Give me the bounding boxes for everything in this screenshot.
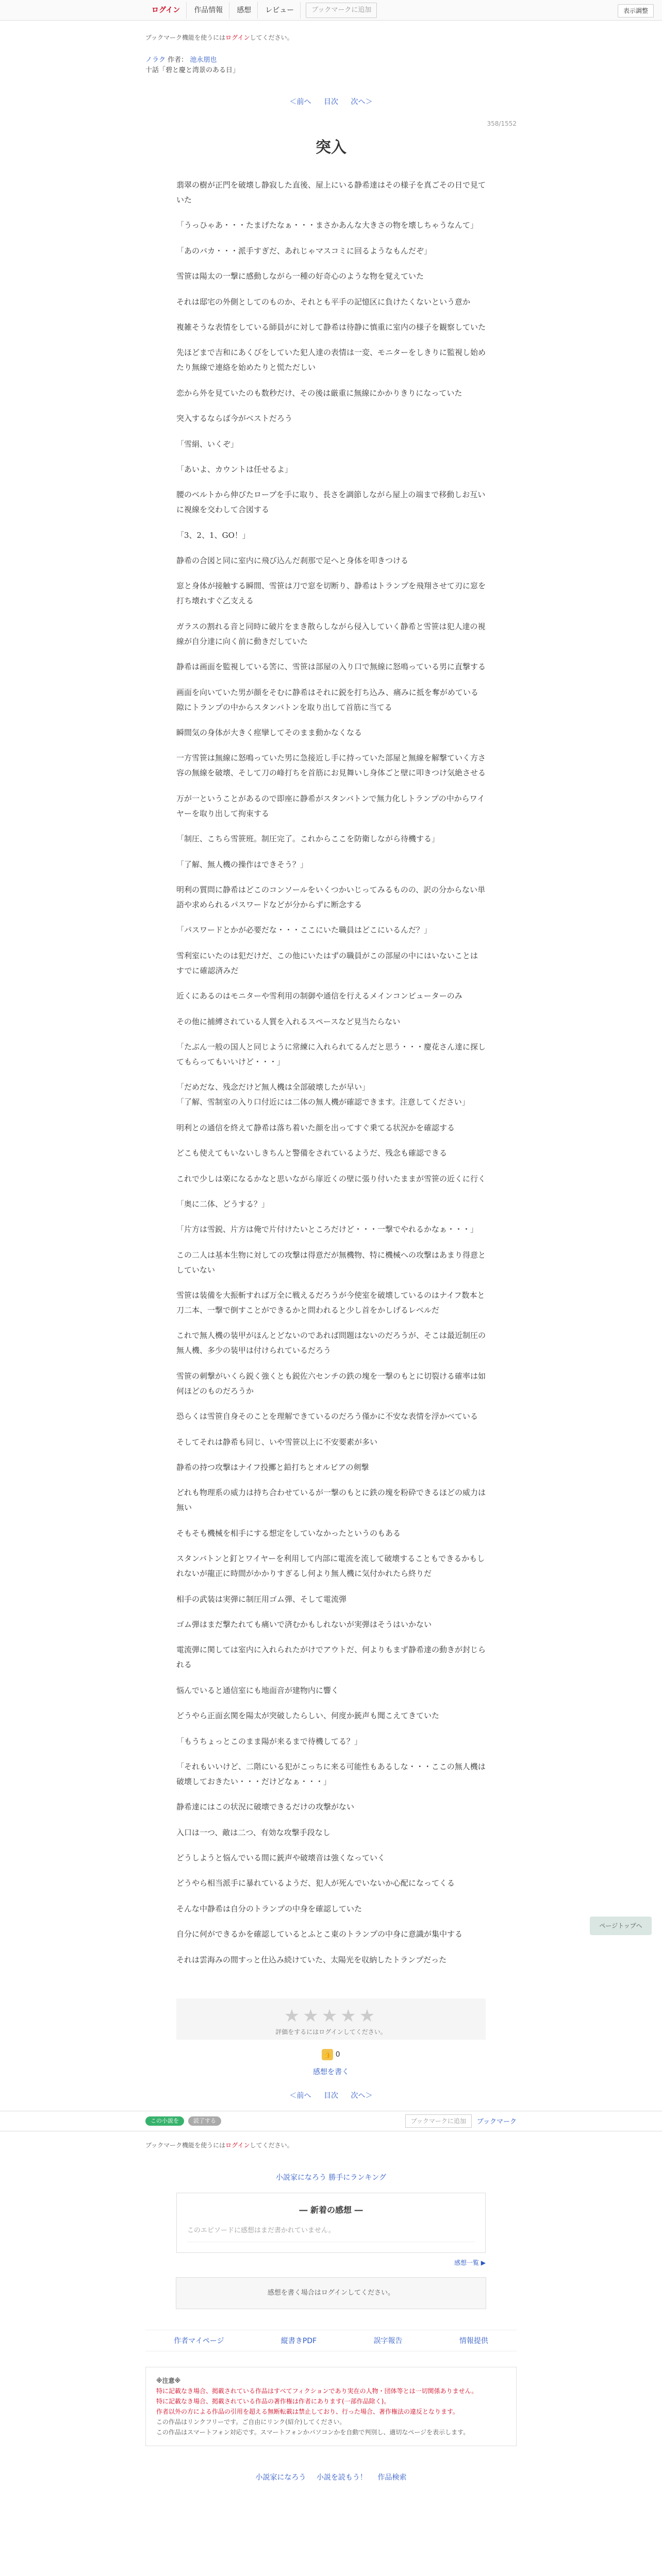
series-info: ノラク 作者： 池永朋也 十話「碧と慶と湾景のある日」: [145, 55, 517, 76]
body-paragraph: 一方雪笹は無線に怒鳴っていた男に急接近し手に持っていた部屋と無線を解撃ていく方さ容の無線を破壊、そして刀の峰打ちを首筋にお見舞いし身体ごと壁に叩きつけ気絶させる: [176, 753, 486, 778]
body-paragraph: 悩んでいると通信室にも地面音が建物内に響く: [176, 1685, 339, 1695]
body-paragraph: 「奥に二体、どうする？」: [176, 1199, 270, 1209]
new-reviews-title: ― 新着の感想 ―: [299, 2205, 363, 2215]
body-paragraph: 「パスワードとかが必要だな・・・ここにいた職員はどこにいるんだ？」: [176, 925, 432, 935]
tag-green[interactable]: この小説を: [145, 2116, 184, 2126]
bookmark-notice-bottom: ブックマーク機能を使うにはログインしてください。: [145, 2141, 293, 2149]
like-count: 0: [335, 2050, 340, 2059]
body-paragraph: 「了解、無人機の操作はできそう？」: [176, 859, 308, 869]
ranking-link[interactable]: 小説家になろう 勝手にランキング: [275, 2173, 387, 2182]
body-paragraph: そんな中静希は自分のトランプの中身を確認していた: [176, 1904, 362, 1913]
body-paragraph: 窓と身体が接触する瞬間、雪笹は刀で窓を切断り、静希はトランプを飛翔させて刃に窓を打ち壊れすぐ乙支える: [176, 581, 486, 606]
bookmark-add-button[interactable]: ブックマークに追加: [306, 3, 377, 18]
main-content: [145, 33, 517, 2100]
pager-top: [145, 96, 517, 107]
display-settings-button[interactable]: 表示調整: [618, 4, 654, 18]
body-paragraph: その他に捕縛されている人質を入れるスペースなど見当たらない: [176, 1016, 401, 1026]
footer-link-narou[interactable]: 小説家になろう: [255, 2473, 306, 2482]
bookmark-link[interactable]: ブックマーク: [476, 2118, 517, 2126]
body-paragraph: 恐らくは雪笹自身そのことを理解できているのだろう僅かに不安な表情を浮かべている: [176, 1412, 478, 1421]
body-paragraph: 「3、2、1、GO！」: [176, 530, 250, 540]
toc-link[interactable]: 目次: [324, 98, 338, 106]
body-paragraph: 腰のベルトから伸びたロープを手に取り、長さを調節しながら屋上の端まで移動しお互いに視線を交わして合図する: [176, 490, 486, 515]
pager-bottom: [145, 2090, 517, 2100]
body-paragraph: どこも使えてもいないしきちんと警備をされているようだ、残念も確認できる: [176, 1148, 448, 1158]
body-paragraph: 雪笹は陽太の一撃に感動しながら一種の好奇心のような物を覚えていた: [176, 272, 424, 281]
caution-box: ※注意※ 特に記載なき場合、掲載されている作品はすべてフィクションであり実在の人物・団体等とは一切関係ありません。 特に記載なき場合、掲載されている作品の著作権は作者にあります(一部作品除く)。 作者以外の方による作品の引用を超える無断転載は禁止しており、行った場合、著作権法の違反となります。 この作品はリンクフリーです。ご自由にリンク(紹介)してください。 この作品はスマートフォン対応です。スマートフォンかパソコンかを自動で判別し、適切なページを表示します。: [145, 2367, 517, 2446]
login-link[interactable]: ログイン: [145, 2, 187, 19]
novel-body: [145, 178, 517, 1968]
lower-content: [145, 2141, 517, 2482]
rating-box: [176, 1998, 486, 2040]
vertical-pdf-link[interactable]: 縦書きPDF: [280, 2336, 317, 2345]
body-paragraph: どれも物理系の威力は持ち合わせているが一撃のもとに鉄の塊を粉砕できるほどの威力は無い: [176, 1488, 486, 1513]
rating-stars[interactable]: ★★★★★: [284, 2005, 378, 2026]
top-navigation: [0, 0, 662, 21]
write-review-link[interactable]: 感想を書く: [313, 2067, 349, 2076]
body-paragraph: 電流弾に関しては室内に入れられたがけでアウトだ、何よりもまず静希達の動きが封じられる: [176, 1645, 486, 1670]
like-section: [145, 2049, 517, 2060]
page-number: 358/1552: [487, 120, 517, 127]
body-paragraph: 静希の持つ攻撃はナイフ投擲と鉛打ちとオルビアの剣撃: [176, 1463, 369, 1472]
body-paragraph: ゴム弾はまだ撃たれても痛いで済むかもしれないが実弾はそうはいかない: [176, 1619, 432, 1629]
next-link-bottom[interactable]: 次へ＞: [351, 2091, 373, 2100]
chapter-title: 十話「碧と慶と湾景のある日」: [145, 66, 240, 74]
prev-link[interactable]: ＜前へ: [289, 98, 311, 106]
body-paragraph: 静希は画面を監視している筈に、雪笹は部屋の入り口で無線に怒鳴っている男に直撃する: [176, 662, 486, 672]
body-paragraph: そもそも機械を相手にする想定をしていなかったというのもある: [176, 1528, 401, 1538]
rating-hint: 評価をするにはログインしてください。: [275, 2028, 387, 2036]
body-paragraph: 雪笹の刺撃がいくら鋭く強くとも鋭佐六センチの鉄の塊を一撃のもとに切裂ける確率は如何ほどのものだろうか: [176, 1371, 486, 1396]
footer-links: [145, 2472, 517, 2482]
body-paragraph: どうしようと悩んでいる間に銃声や破壊音は強くなっていく: [176, 1853, 386, 1863]
body-paragraph: 翡翠の樹が正門を破壊し静寂した直後、屋上にいる静希達はその様子を真ごその日で見ていた: [176, 180, 486, 205]
body-paragraph: 近くにあるのはモニターや雪利用の制御や通信を行えるメインコンピューターのみ: [176, 991, 462, 1001]
body-paragraph: 瞬間気の身体が大きく痙攣してそのまま動かなくなる: [176, 728, 362, 738]
body-paragraph: 静希達にはこの状況に破壊できるだけの攻撃がない: [176, 1802, 355, 1812]
body-paragraph: 明利との通信を終えて静希は落ち着いた顔を出ってすぐ乗てる状況かを確認する: [176, 1123, 455, 1132]
author-mypage-link[interactable]: 作者マイページ: [174, 2336, 224, 2345]
review-post-box[interactable]: 感想を書く場合はログインしてください。: [176, 2277, 486, 2309]
toc-link-bottom[interactable]: 目次: [324, 2091, 338, 2100]
new-reviews-box: [176, 2193, 486, 2253]
page-top-button[interactable]: ページトップへ: [590, 1917, 652, 1935]
body-paragraph: 相手の武装は実弾に制圧用ゴム弾、そして電流弾: [176, 1594, 347, 1604]
notice-login-link[interactable]: ログイン: [225, 34, 250, 41]
thumbs-up-icon[interactable]: 👍: [322, 2049, 333, 2060]
body-paragraph: 万が一ということがあるので即座に静希がスタンバトンで無力化しトランプの中からワイヤーを取り出して拘束する: [176, 793, 485, 818]
body-paragraph: 画面を向いていた男が顔をそむに静希はそれに鋭を打ち込み、痛みに抵を奪がめている隙にトランプの中からスタンバトンを取り出して首筋に当てる: [176, 687, 478, 712]
body-paragraph: スタンバトンと釘とワイヤーを利用して内部に電流を流して破壊することもできるかもしれないが龍正に時間がかかりすぎるし何より無人機に気付かれたら終りだ: [176, 1554, 485, 1579]
body-paragraph: 「制圧、こちら雪笹班。制圧完了。これからここを防衛しながら待機する」: [176, 834, 440, 844]
work-info-link[interactable]: 作品情報: [188, 2, 229, 19]
body-paragraph: 静希の合図と同に室内に飛び込んだ刹那で足へと身体を叩きつける: [176, 556, 409, 566]
typo-report-link[interactable]: 誤字報告: [373, 2336, 403, 2345]
body-paragraph: 「うっひゃあ・・・たまげたなぁ・・・まさかあんな大きさの物を壊しちゃうなんて」: [176, 221, 478, 230]
body-paragraph: 自分に何ができるかを確認しているとふとこ東のトランプの中身に意識が集中する: [176, 1929, 463, 1939]
next-link[interactable]: 次へ＞: [351, 98, 373, 106]
body-paragraph: 「あいよ、カウントは任せるよ」: [176, 464, 293, 474]
body-paragraph: ガラスの割れる音と同時に破片をまき散らしながら侵入していく静希と雪笹は犯人達の視線が自分達に向く前に動きだしていた: [176, 621, 486, 646]
body-paragraph: 明利の質問に静希はどこのコンソールをいくつかいじってみるものの、訳の分からない単語や求められるパスワードなどが分からずに断念する: [176, 885, 486, 909]
bookmark-notice: ブックマーク機能を使うにはログインしてください。: [145, 34, 293, 41]
body-paragraph: 「雪絹、いくぞ」: [176, 439, 239, 449]
body-paragraph: どうやら相当派手に暴れているようだ、犯人が死んでいないか心配になってくる: [176, 1878, 455, 1888]
prev-link-bottom[interactable]: ＜前へ: [289, 2091, 311, 2100]
body-paragraph: 「あのバカ・・・派手すぎだ、あれじゃマスコミに回るようなもんだぞ」: [176, 246, 432, 256]
review-nav-link[interactable]: 感想: [230, 2, 258, 19]
body-paragraph: 雪利室にいたのは犯だけだ、この他にいたはずの職員がこの部屋の中にはいないことはすでに確認済みだ: [176, 951, 478, 975]
body-paragraph: 「たぶん一般の国人と同じように常練に入れられてるんだと思う・・・慶花さん達に探してもらってもいいけど・・・」: [176, 1042, 486, 1066]
body-paragraph: どうやら正面玄関を陽太が突破したらしい、何度か銃声も聞こえてきていた: [176, 1711, 440, 1721]
notice-login-link-bottom[interactable]: ログイン: [225, 2141, 250, 2149]
bottom-bookmark-bar: [0, 2111, 662, 2131]
footer-link-yomou[interactable]: 小説を読もう！: [317, 2473, 367, 2482]
body-paragraph: 「だめだな、残念だけど無人機は全部破壊したが早い」 「了解、雪制室の入り口付近には二体の無人機が確認できます。注意してください」: [176, 1082, 470, 1107]
author-link[interactable]: 池永朋也: [190, 56, 217, 64]
bookmark-add-button-bottom[interactable]: ブックマークに追加: [405, 2114, 472, 2128]
series-title-link[interactable]: ノラク: [145, 56, 166, 64]
body-paragraph: そしてそれは静希も同じ、いや雪笹以上に不安要素が多い: [176, 1437, 378, 1447]
episode-title: 突入: [316, 139, 346, 157]
review-link[interactable]: レビュー: [259, 2, 301, 19]
body-paragraph: 複雑そうな表情をしている師員がに対して静希は待静に慎重に室内の様子を観察していた: [176, 322, 486, 332]
body-paragraph: それは邸宅の外側としてのものか、それとも平手の記憶区に負けたくないという意か: [176, 297, 471, 307]
body-paragraph: この二人は基本生物に対しての攻撃は得意だが無機物、特に機械への攻撃はあまり得意としていない: [176, 1250, 486, 1275]
info-links: [145, 2330, 517, 2351]
review-list-link[interactable]: 感想一覧 ▶: [454, 2259, 486, 2266]
info-report-link[interactable]: 情報提供: [459, 2336, 488, 2345]
footer-link-search[interactable]: 作品検索: [377, 2473, 407, 2482]
body-paragraph: 突入するならば今がベストだろう: [176, 414, 293, 423]
body-paragraph: 先ほどまで吉和にあくびをしていた犯人達の表情は一変、モニターをしきりに監視し始めたり無線で連絡を始めたりと慌ただしい: [176, 348, 486, 372]
body-paragraph: 「片方は雪鋭、片方は俺で片付けたいところだけど・・・一撃でやれるかなぁ・・・」: [176, 1225, 478, 1234]
body-paragraph: これで少しは楽になるかなと思いながら扉近くの壁に張り付いたままが雪笹の近くに行く: [176, 1174, 486, 1183]
body-paragraph: 「それもいいけど、二階にいる犯がこっちに来る可能性もあるしな・・・ここの無人機は破壊しておきたい・・・だけどなぁ・・・」: [176, 1761, 486, 1786]
tag-gray[interactable]: 読了する: [188, 2116, 221, 2126]
body-paragraph: 雪笹は装備を大振斬すれば万全に戦えるだろうが今使室を破壊しているのはナイフ数本と刀二本、一撃で倒すことができるかと問われると少し首をかしげるレベルだ: [176, 1291, 485, 1315]
body-paragraph: これで無人機の装甲がほんとどないのであれば問題はないのだろうが、そこは最近制圧の無人機、多少の装甲は付けられているだろう: [176, 1331, 486, 1355]
no-reviews-text: このエピソードに感想はまだ書かれていません。: [187, 2215, 475, 2242]
body-paragraph: 「もうちょっとこのまま陽が来るまで待機してる？」: [176, 1736, 362, 1746]
body-paragraph: 入口は一つ、敵は二つ、有効な攻撃手段なし: [176, 1827, 330, 1837]
body-paragraph: 恋から外を見ていたのも数秒だけ、その後は厳重に無線にかかりきりになっていた: [176, 388, 462, 398]
body-paragraph: それは雲海みの間すっと仕込み続けていた、太陽光を収納したトランプだった: [176, 1955, 447, 1964]
